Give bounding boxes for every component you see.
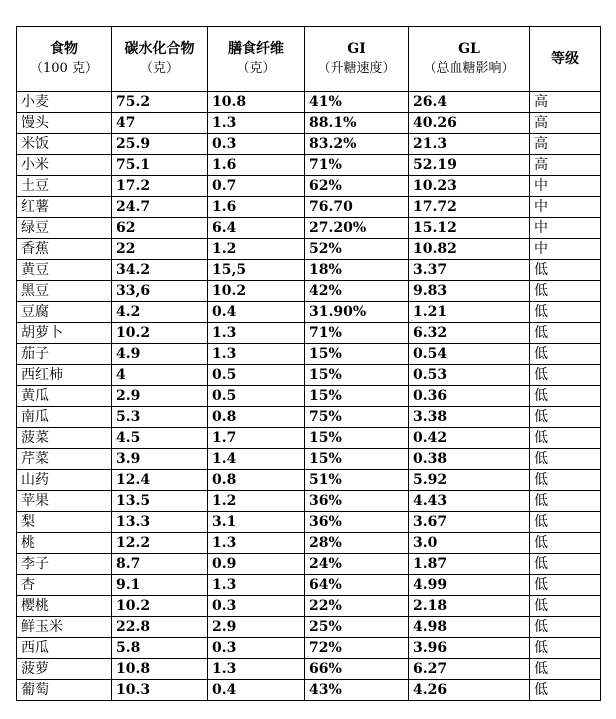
table-row: [17, 218, 601, 239]
grade-value: 高: [530, 155, 601, 176]
food-name: 葡萄: [17, 680, 112, 701]
food-name: 豆腐: [17, 302, 112, 323]
gi-value: 71%: [305, 155, 409, 176]
food-name: 西瓜: [17, 638, 112, 659]
carbohydrate-value: 4: [112, 365, 208, 386]
carbohydrate-value: 75.1: [112, 155, 208, 176]
grade-value: 低: [530, 449, 601, 470]
grade-value: 中: [530, 239, 601, 260]
header-gl-title: GL: [458, 41, 480, 57]
grade-value: 低: [530, 596, 601, 617]
food-name: 小麦: [17, 92, 112, 113]
fiber-value: 10.2: [208, 281, 305, 302]
fiber-value: 0.9: [208, 554, 305, 575]
grade-value: 低: [530, 512, 601, 533]
gl-value: 3.96: [409, 638, 530, 659]
carbohydrate-value: 3.9: [112, 449, 208, 470]
grade-value: 中: [530, 197, 601, 218]
carbohydrate-value: 24.7: [112, 197, 208, 218]
fiber-value: 1.2: [208, 491, 305, 512]
carbohydrate-value: 4.5: [112, 428, 208, 449]
header-gl: [409, 27, 530, 92]
gi-value: 42%: [305, 281, 409, 302]
table-row: [17, 659, 601, 680]
fiber-value: 0.3: [208, 134, 305, 155]
gl-value: 40.26: [409, 113, 530, 134]
gi-value: 22%: [305, 596, 409, 617]
carbohydrate-value: 4.2: [112, 302, 208, 323]
table-row: [17, 638, 601, 659]
header-gi: [305, 27, 409, 92]
carbohydrate-value: 47: [112, 113, 208, 134]
header-gl-desc: （总血糖影响）: [423, 61, 515, 76]
table-row: [17, 512, 601, 533]
fiber-value: 0.3: [208, 596, 305, 617]
grade-value: 中: [530, 218, 601, 239]
carbohydrate-value: 13.3: [112, 512, 208, 533]
fiber-value: 0.3: [208, 638, 305, 659]
grade-value: 低: [530, 428, 601, 449]
grade-value: 高: [530, 113, 601, 134]
food-gi-table: [16, 26, 601, 701]
grade-value: 低: [530, 533, 601, 554]
table-row: [17, 260, 601, 281]
table-row: [17, 92, 601, 113]
gi-value: 64%: [305, 575, 409, 596]
table-row: [17, 134, 601, 155]
header-fiber-unit: （克）: [236, 61, 276, 76]
fiber-value: 6.4: [208, 218, 305, 239]
fiber-value: 1.3: [208, 323, 305, 344]
gl-value: 4.99: [409, 575, 530, 596]
food-name: 南瓜: [17, 407, 112, 428]
table-row: [17, 197, 601, 218]
gl-value: 3.67: [409, 512, 530, 533]
header-carbohydrate-unit: （克）: [139, 61, 179, 76]
carbohydrate-value: 4.9: [112, 344, 208, 365]
gl-value: 0.54: [409, 344, 530, 365]
table-row: [17, 176, 601, 197]
table-row: [17, 533, 601, 554]
table-row: [17, 491, 601, 512]
table-row: [17, 428, 601, 449]
fiber-value: 1.3: [208, 533, 305, 554]
gi-value: 27.20%: [305, 218, 409, 239]
carbohydrate-value: 9.1: [112, 575, 208, 596]
carbohydrate-value: 12.4: [112, 470, 208, 491]
food-name: 土豆: [17, 176, 112, 197]
carbohydrate-value: 10.2: [112, 323, 208, 344]
carbohydrate-value: 22.8: [112, 617, 208, 638]
carbohydrate-value: 8.7: [112, 554, 208, 575]
grade-value: 中: [530, 176, 601, 197]
table-row: [17, 449, 601, 470]
fiber-value: 0.5: [208, 365, 305, 386]
food-name: 香蕉: [17, 239, 112, 260]
gl-value: 4.98: [409, 617, 530, 638]
gl-value: 0.38: [409, 449, 530, 470]
fiber-value: 15,5: [208, 260, 305, 281]
table-row: [17, 470, 601, 491]
fiber-value: 0.8: [208, 470, 305, 491]
table-row: [17, 407, 601, 428]
header-grade-title: 等级: [551, 51, 579, 67]
table-row: [17, 365, 601, 386]
food-name: 菠菜: [17, 428, 112, 449]
table-row: [17, 113, 601, 134]
gi-value: 24%: [305, 554, 409, 575]
table-row: [17, 596, 601, 617]
carbohydrate-value: 10.8: [112, 659, 208, 680]
grade-value: 低: [530, 260, 601, 281]
food-name: 苹果: [17, 491, 112, 512]
table-row: [17, 680, 601, 701]
gl-value: 3.37: [409, 260, 530, 281]
fiber-value: 1.7: [208, 428, 305, 449]
gi-value: 15%: [305, 449, 409, 470]
gl-value: 21.3: [409, 134, 530, 155]
carbohydrate-value: 17.2: [112, 176, 208, 197]
gl-value: 0.36: [409, 386, 530, 407]
table-row: [17, 323, 601, 344]
gl-value: 4.43: [409, 491, 530, 512]
gi-value: 15%: [305, 428, 409, 449]
table-row: [17, 617, 601, 638]
table-row: [17, 554, 601, 575]
fiber-value: 1.4: [208, 449, 305, 470]
table-row: [17, 386, 601, 407]
carbohydrate-value: 2.9: [112, 386, 208, 407]
carbohydrate-value: 13.5: [112, 491, 208, 512]
fiber-value: 1.3: [208, 659, 305, 680]
fiber-value: 1.3: [208, 113, 305, 134]
grade-value: 低: [530, 365, 601, 386]
header-food: [17, 27, 112, 92]
gi-value: 36%: [305, 491, 409, 512]
carbohydrate-value: 25.9: [112, 134, 208, 155]
food-name: 黑豆: [17, 281, 112, 302]
gl-value: 5.92: [409, 470, 530, 491]
food-name: 绿豆: [17, 218, 112, 239]
food-name: 芹菜: [17, 449, 112, 470]
grade-value: 低: [530, 680, 601, 701]
gi-value: 25%: [305, 617, 409, 638]
fiber-value: 1.6: [208, 155, 305, 176]
gl-value: 6.32: [409, 323, 530, 344]
gl-value: 52.19: [409, 155, 530, 176]
food-name: 红薯: [17, 197, 112, 218]
fiber-value: 1.3: [208, 344, 305, 365]
gi-value: 15%: [305, 386, 409, 407]
header-row: [17, 27, 601, 92]
gi-value: 15%: [305, 344, 409, 365]
grade-value: 低: [530, 386, 601, 407]
gi-value: 62%: [305, 176, 409, 197]
header-gi-desc: （升糖速度）: [317, 61, 396, 76]
food-name: 杏: [17, 575, 112, 596]
gl-value: 2.18: [409, 596, 530, 617]
food-gi-table-container: [16, 26, 600, 701]
grade-value: 低: [530, 323, 601, 344]
gl-value: 17.72: [409, 197, 530, 218]
food-name: 小米: [17, 155, 112, 176]
gl-value: 1.87: [409, 554, 530, 575]
carbohydrate-value: 33,6: [112, 281, 208, 302]
food-name: 樱桃: [17, 596, 112, 617]
food-name: 西红柿: [17, 365, 112, 386]
gi-value: 71%: [305, 323, 409, 344]
table-header: [17, 27, 601, 92]
gl-value: 15.12: [409, 218, 530, 239]
gi-value: 88.1%: [305, 113, 409, 134]
gi-value: 76.70: [305, 197, 409, 218]
carbohydrate-value: 62: [112, 218, 208, 239]
fiber-value: 0.8: [208, 407, 305, 428]
gl-value: 3.38: [409, 407, 530, 428]
food-name: 菠萝: [17, 659, 112, 680]
food-name: 梨: [17, 512, 112, 533]
gi-value: 83.2%: [305, 134, 409, 155]
gl-value: 1.21: [409, 302, 530, 323]
header-fiber: [208, 27, 305, 92]
gl-value: 0.53: [409, 365, 530, 386]
grade-value: 低: [530, 281, 601, 302]
gl-value: 4.26: [409, 680, 530, 701]
grade-value: 低: [530, 407, 601, 428]
grade-value: 低: [530, 302, 601, 323]
gi-value: 75%: [305, 407, 409, 428]
fiber-value: 0.5: [208, 386, 305, 407]
carbohydrate-value: 5.3: [112, 407, 208, 428]
grade-value: 低: [530, 575, 601, 596]
fiber-value: 2.9: [208, 617, 305, 638]
table-row: [17, 575, 601, 596]
carbohydrate-value: 10.2: [112, 596, 208, 617]
table-row: [17, 155, 601, 176]
grade-value: 低: [530, 344, 601, 365]
gi-value: 51%: [305, 470, 409, 491]
fiber-value: 0.4: [208, 302, 305, 323]
grade-value: 高: [530, 92, 601, 113]
food-name: 米饭: [17, 134, 112, 155]
table-body: [17, 92, 601, 701]
gi-value: 41%: [305, 92, 409, 113]
grade-value: 低: [530, 470, 601, 491]
carbohydrate-value: 5.8: [112, 638, 208, 659]
fiber-value: 0.7: [208, 176, 305, 197]
food-name: 馒头: [17, 113, 112, 134]
header-food-title: 食物: [50, 41, 78, 57]
food-name: 黄瓜: [17, 386, 112, 407]
fiber-value: 3.1: [208, 512, 305, 533]
table-row: [17, 302, 601, 323]
grade-value: 低: [530, 491, 601, 512]
carbohydrate-value: 12.2: [112, 533, 208, 554]
gi-value: 15%: [305, 365, 409, 386]
carbohydrate-value: 75.2: [112, 92, 208, 113]
header-grade: [530, 27, 601, 92]
fiber-value: 1.2: [208, 239, 305, 260]
food-name: 胡萝卜: [17, 323, 112, 344]
gi-value: 72%: [305, 638, 409, 659]
grade-value: 低: [530, 638, 601, 659]
grade-value: 低: [530, 659, 601, 680]
grade-value: 低: [530, 554, 601, 575]
table-row: [17, 239, 601, 260]
carbohydrate-value: 34.2: [112, 260, 208, 281]
grade-value: 高: [530, 134, 601, 155]
table-row: [17, 344, 601, 365]
food-name: 茄子: [17, 344, 112, 365]
gi-value: 36%: [305, 512, 409, 533]
gi-value: 28%: [305, 533, 409, 554]
grade-value: 低: [530, 617, 601, 638]
food-name: 山药: [17, 470, 112, 491]
fiber-value: 10.8: [208, 92, 305, 113]
header-carbohydrate-title: 碳水化合物: [124, 41, 195, 57]
header-gi-title: GI: [347, 41, 366, 57]
food-name: 桃: [17, 533, 112, 554]
gl-value: 3.0: [409, 533, 530, 554]
food-name: 李子: [17, 554, 112, 575]
gl-value: 26.4: [409, 92, 530, 113]
gi-value: 66%: [305, 659, 409, 680]
header-fiber-title: 膳食纤维: [228, 41, 284, 57]
fiber-value: 1.3: [208, 575, 305, 596]
gi-value: 43%: [305, 680, 409, 701]
gi-value: 31.90%: [305, 302, 409, 323]
fiber-value: 1.6: [208, 197, 305, 218]
gl-value: 10.23: [409, 176, 530, 197]
gl-value: 0.42: [409, 428, 530, 449]
food-name: 黄豆: [17, 260, 112, 281]
header-carbohydrate: [112, 27, 208, 92]
carbohydrate-value: 10.3: [112, 680, 208, 701]
header-food-unit: （100 克）: [30, 61, 98, 76]
fiber-value: 0.4: [208, 680, 305, 701]
table-row: [17, 281, 601, 302]
food-name: 鲜玉米: [17, 617, 112, 638]
gl-value: 10.82: [409, 239, 530, 260]
carbohydrate-value: 22: [112, 239, 208, 260]
gl-value: 9.83: [409, 281, 530, 302]
gi-value: 18%: [305, 260, 409, 281]
gl-value: 6.27: [409, 659, 530, 680]
gi-value: 52%: [305, 239, 409, 260]
